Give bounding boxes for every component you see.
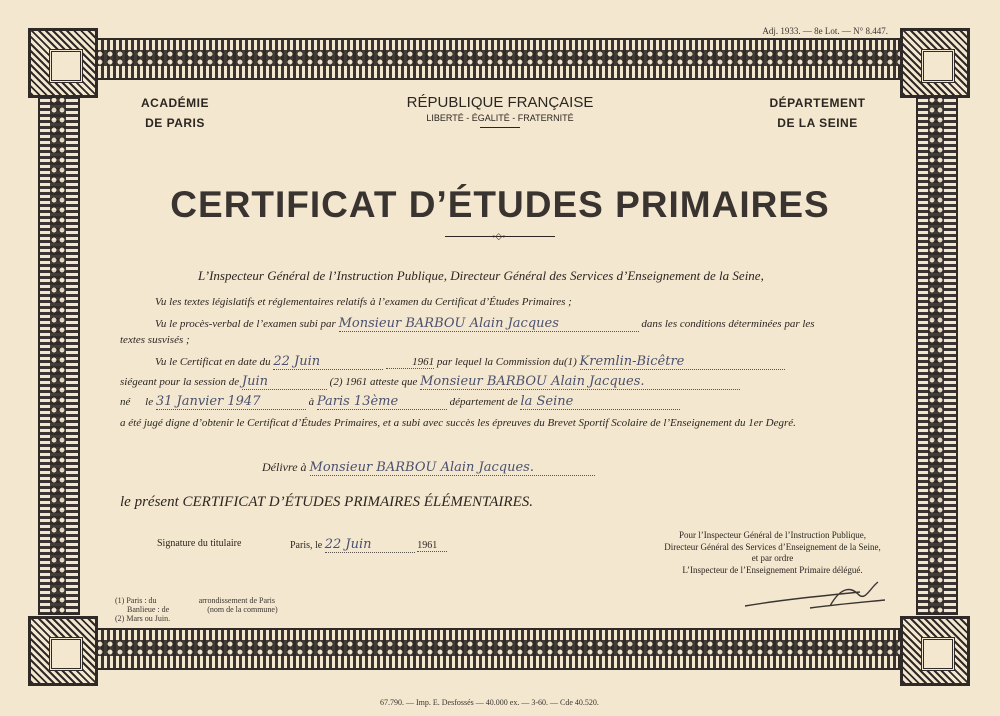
- delivre-text: Délivre à: [262, 460, 307, 474]
- corner-ornament-top-left: [28, 28, 98, 98]
- issue-date: 22 Juin: [325, 537, 415, 553]
- departement-line1: DÉPARTEMENT: [769, 96, 866, 110]
- birth-line: [120, 394, 875, 410]
- bottom-border: [95, 628, 900, 670]
- vu-certificat-line: [155, 354, 875, 370]
- republique-block: [380, 94, 620, 128]
- issue-date-line: [290, 537, 447, 553]
- note1-b: arrondissement de Paris: [198, 596, 275, 605]
- vu2-text-a: Vu le procès-verbal de l’examen subi par: [155, 318, 336, 330]
- note2-b: (nom de la commune): [207, 605, 278, 614]
- candidate-name-1: Monsieur BARBOU Alain Jacques: [339, 316, 639, 332]
- right-border: [916, 95, 958, 615]
- session-month: Juin: [242, 374, 327, 390]
- authority-line4: L’Inspecteur de l’Enseignement Primaire délégué.: [682, 564, 863, 575]
- l4-text-a: siégeant pour la session de: [120, 376, 240, 388]
- l4-text-b: (2) 1961: [329, 376, 368, 388]
- certificate-date: 22 Juin: [273, 354, 383, 370]
- corner-ornament-top-right: [900, 28, 970, 98]
- l7-text: 1er Degré.: [748, 417, 796, 429]
- vu3-text-a: Vu le Certificat en date du: [155, 356, 271, 368]
- departement-line2: DE LA SEINE: [777, 116, 858, 130]
- reference-number: Adj. 1933. — 8e Lot. — N° 8.447.: [762, 26, 888, 36]
- left-border: [38, 95, 80, 615]
- l5-text-a: né: [120, 396, 131, 408]
- vu-proces-verbal-line: [155, 316, 875, 332]
- candidate-name-2: Monsieur BARBOU Alain Jacques.: [420, 374, 740, 390]
- header-divider: [480, 127, 520, 128]
- issue-year: 1961: [417, 540, 447, 552]
- corner-ornament-bottom-left: [28, 616, 98, 686]
- holder-signature-label: Signature du titulaire: [157, 538, 242, 549]
- issue-place: Paris, le: [290, 540, 323, 551]
- certificate-year: 1961: [386, 356, 434, 369]
- academie-line2: DE PARIS: [145, 116, 205, 130]
- session-line: [120, 374, 875, 390]
- authority-line2: Directeur Général des Services d’Enseignement de la Seine,: [664, 541, 881, 552]
- candidate-name-3: Monsieur BARBOU Alain Jacques.: [310, 460, 595, 476]
- present-certificate-text: le présent CERTIFICAT D’ÉTUDES PRIMAIRES ÉLÉMENTAIRES.: [120, 494, 533, 510]
- authority-block: [660, 530, 885, 576]
- birth-date: 31 Janvier 1947: [156, 394, 306, 410]
- vu-textes-line: Vu les textes législatifs et réglementaires relatifs à l’examen du Certificat d’Études Primaires ;: [155, 296, 572, 308]
- note3: (2) Mars ou Juin.: [115, 614, 171, 623]
- printer-footer: 67.790. — Imp. E. Desfossés — 40.000 ex. — 3-60. — Cde 40.520.: [380, 698, 599, 707]
- departement-block: [755, 96, 880, 130]
- note1-a: (1) Paris : du: [115, 596, 157, 605]
- l5-text-b: le: [145, 396, 154, 408]
- title-ornament-glyph: ◦◇◦: [492, 231, 506, 241]
- academie-block: [120, 96, 230, 130]
- birth-city: Paris 13ème: [317, 394, 447, 410]
- corner-ornament-bottom-right: [900, 616, 970, 686]
- footnotes: [115, 596, 375, 623]
- l6-text: a été jugé digne d’obtenir le Certificat d’Études Primaires, et a subi avec succès les épreuves du Brevet Sportif Scolaire de l’Enseignement du: [120, 417, 746, 429]
- academie-line1: ACADÉMIE: [140, 96, 209, 110]
- authority-line3: et par ordre: [751, 553, 794, 563]
- judgement-text: [120, 414, 875, 433]
- vu2-text-b: dans les conditions déterminées par les: [641, 318, 815, 330]
- delivre-line: [262, 460, 595, 476]
- intro-text: L’Inspecteur Général de l’Instruction Publique, Directeur Général des Services d’Enseignement de la Seine,: [198, 268, 764, 283]
- l4-text-c: atteste que: [370, 376, 418, 388]
- birth-department: la Seine: [520, 394, 680, 410]
- l5-text-d: département de: [449, 396, 518, 408]
- vu2-text-c: textes susvisés ;: [120, 334, 190, 346]
- top-border: [95, 38, 900, 80]
- inspector-signature: [740, 578, 890, 618]
- certificate-title: CERTIFICAT D’ÉTUDES PRIMAIRES: [170, 184, 830, 225]
- commission-place: Kremlin-Bicêtre: [580, 354, 785, 370]
- note2-a: Banlieue : de: [127, 605, 170, 614]
- l5-text-c: à: [308, 396, 315, 408]
- republique-title: RÉPUBLIQUE FRANÇAISE: [406, 94, 594, 111]
- vu3-text-b: par lequel la Commission du(1): [436, 356, 577, 368]
- authority-line1: Pour l’Inspecteur Général de l’Instruction Publique,: [679, 530, 866, 540]
- republique-motto: LIBERTÉ - ÉGALITÉ - FRATERNITÉ: [426, 113, 574, 123]
